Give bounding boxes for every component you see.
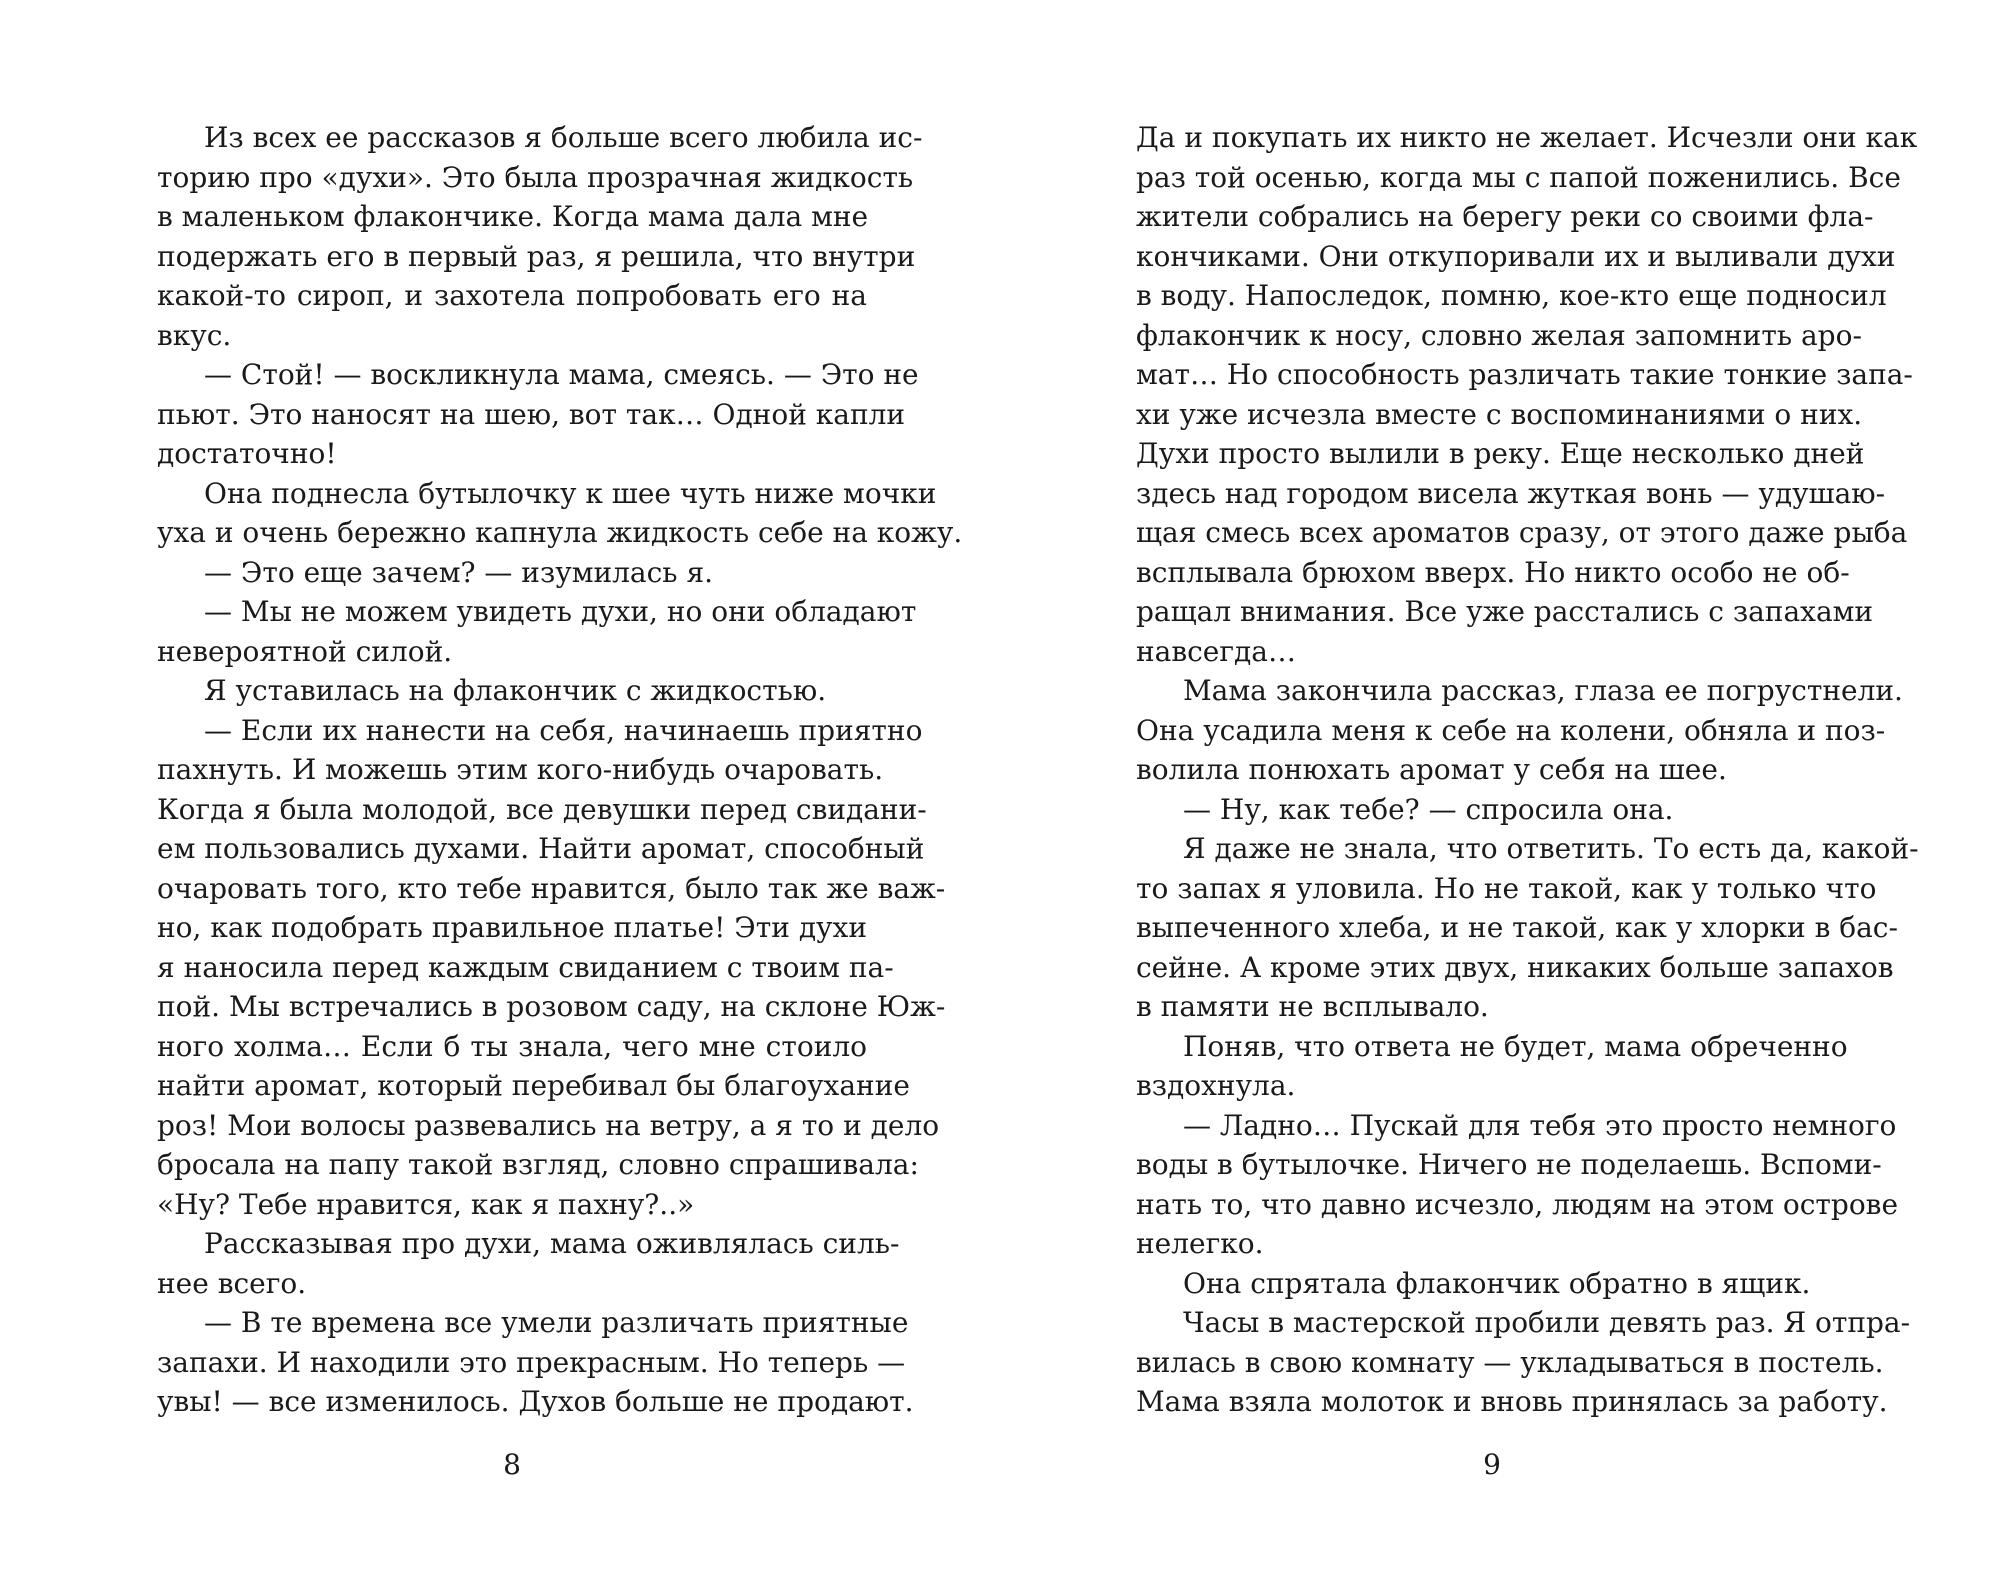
text-line: ного холма… Если б ты знала, чего мне стоило [157, 1029, 867, 1063]
text-line: уха и очень бережно капнула жидкость себе на кожу. [157, 516, 963, 549]
text-line: в памяти не всплывало. [1136, 990, 1489, 1023]
text-line: мат… Но способность различать такие тонкие запа- [1136, 358, 1913, 391]
text-line: всплывала брюхом вверх. Но никто особо не об- [1136, 555, 1850, 589]
text-line: вкус. [157, 318, 232, 352]
text-line: подержать его в первый раз, я решила, что внутри [157, 239, 916, 273]
text-line: найти аромат, который перебивал бы благоухание [157, 1069, 910, 1102]
text-line: пахнуть. И можешь этим кого-нибудь очаровать. [157, 753, 884, 786]
text-line: Поняв, что ответа не будет, мама обреченно [1183, 1029, 1848, 1063]
text-line: вилась в свою комнату — укладываться в постель. [1136, 1345, 1884, 1379]
text-line: щая смесь всех ароматов сразу, от этого даже рыба [1136, 516, 1908, 549]
text-line: — Это еще зачем? — изумилась я. [204, 555, 714, 589]
text-line: достаточно! [157, 437, 337, 470]
text-line: навсегда… [1136, 634, 1296, 668]
text-line: воды в бутылочке. Ничего не поделаешь. Вспоми- [1136, 1148, 1882, 1181]
text-line: запахи. И находили это прекрасным. Но теперь — [157, 1345, 906, 1379]
text-line: роз! Мои волосы развевались на ветру, а я то и дело [157, 1108, 940, 1142]
text-line: кончиками. Они откупоривали их и выливали духи [1136, 239, 1896, 273]
text-line: раз той осенью, когда мы с папой поженились. Все [1136, 160, 1901, 194]
text-line: нее всего. [157, 1266, 307, 1300]
text-line: Она спрятала флакончик обратно в ящик. [1183, 1266, 1811, 1300]
text-line: то запах я уловила. Но не такой, как у только что [1136, 871, 1877, 905]
text-line: хи уже исчезла вместе с воспоминаниями о них. [1136, 397, 1863, 431]
text-line: бросала на папу такой взгляд, словно спрашивала: [157, 1148, 919, 1181]
text-line: жители собрались на берегу реки со своими фла- [1136, 200, 1874, 233]
right-page-text [1136, 118, 1919, 1422]
text-line: вздохнула. [1136, 1069, 1296, 1102]
text-line: Из всех ее рассказов я больше всего любила ис- [204, 121, 923, 154]
text-line: Когда я была молодой, все девушки перед свидани- [157, 792, 927, 826]
text-line: выпеченного хлеба, и не такой, как у хлорки в бас- [1136, 911, 1898, 944]
text-line: Да и покупать их никто не желает. Исчезли они как [1136, 121, 1918, 154]
text-line: — Если их нанести на себя, начинаешь приятно [204, 713, 923, 747]
text-line: — Ладно… Пускай для тебя это просто немного [1183, 1108, 1897, 1142]
text-line: ем пользовались духами. Найти аромат, способный [157, 832, 925, 865]
text-line: Я даже не знала, что ответить. То есть да, какой- [1183, 832, 1919, 865]
left-page-text [157, 118, 963, 1422]
text-line: ращал внимания. Все уже расстались с запахами [1136, 595, 1874, 628]
text-line: пьют. Это наносят на шею, вот так… Одной капли [157, 397, 906, 431]
text-line: торию про «духи». Это была прозрачная жидкость [157, 160, 914, 194]
right-page [1000, 0, 2000, 1575]
text-line: Рассказывая про духи, мама оживлялась силь- [204, 1227, 900, 1260]
text-line: — Ну, как тебе? — спросила она. [1183, 792, 1674, 826]
text-line: очаровать того, кто тебе нравится, было так же важ- [157, 871, 946, 905]
text-line: Я уставилась на флакончик с жидкостью. [204, 674, 827, 707]
text-line: увы! — все изменилось. Духов больше не продают. [157, 1385, 914, 1418]
text-line: Она поднесла бутылочку к шее чуть ниже мочки [204, 476, 937, 510]
page-number-left: 8 [503, 1448, 521, 1481]
text-line: нать то, что давно исчезло, людям на этом острове [1136, 1187, 1899, 1221]
text-line: Мама закончила рассказ, глаза ее погрустнели. [1183, 674, 1903, 707]
text-line: в маленьком флакончике. Когда мама дала мне [157, 200, 869, 233]
text-line: но, как подобрать правильное платье! Эти духи [157, 911, 867, 944]
text-line: я наносила перед каждым свиданием с твоим па- [157, 950, 894, 984]
text-line: флакончик к носу, словно желая запомнить аро- [1136, 318, 1862, 352]
page-number-right: 9 [1483, 1448, 1501, 1481]
text-line: — Стой! — воскликнула мама, смеясь. — Это не [204, 358, 919, 391]
text-line: невероятной силой. [157, 634, 453, 668]
text-line: Мама взяла молоток и вновь принялась за работу. [1136, 1385, 1888, 1418]
text-line: — Мы не можем увидеть духи, но они обладают [204, 595, 917, 628]
text-line: нелегко. [1136, 1227, 1264, 1260]
text-line: какой-то сироп, и захотела попробовать его на [157, 279, 867, 312]
text-line: в воду. Напоследок, помню, кое-кто еще подносил [1136, 279, 1887, 312]
text-line: пой. Мы встречались в розовом саду, на склоне Юж- [157, 990, 946, 1023]
text-line: Она усадила меня к себе на колени, обняла и поз- [1136, 713, 1886, 747]
text-line: волила понюхать аромат у себя на шее. [1136, 753, 1727, 786]
text-line: Духи просто вылили в реку. Еще несколько дней [1136, 437, 1865, 470]
text-line: сейне. А кроме этих двух, никаких больше запахов [1136, 950, 1894, 984]
text-line: Часы в мастерской пробили девять раз. Я отпра- [1183, 1306, 1911, 1339]
text-line: «Ну? Тебе нравится, как я пахну?..» [157, 1187, 695, 1221]
text-line: здесь над городом висела жуткая вонь — удушаю- [1136, 476, 1886, 510]
text-line: — В те времена все умели различать приятные [204, 1306, 909, 1339]
